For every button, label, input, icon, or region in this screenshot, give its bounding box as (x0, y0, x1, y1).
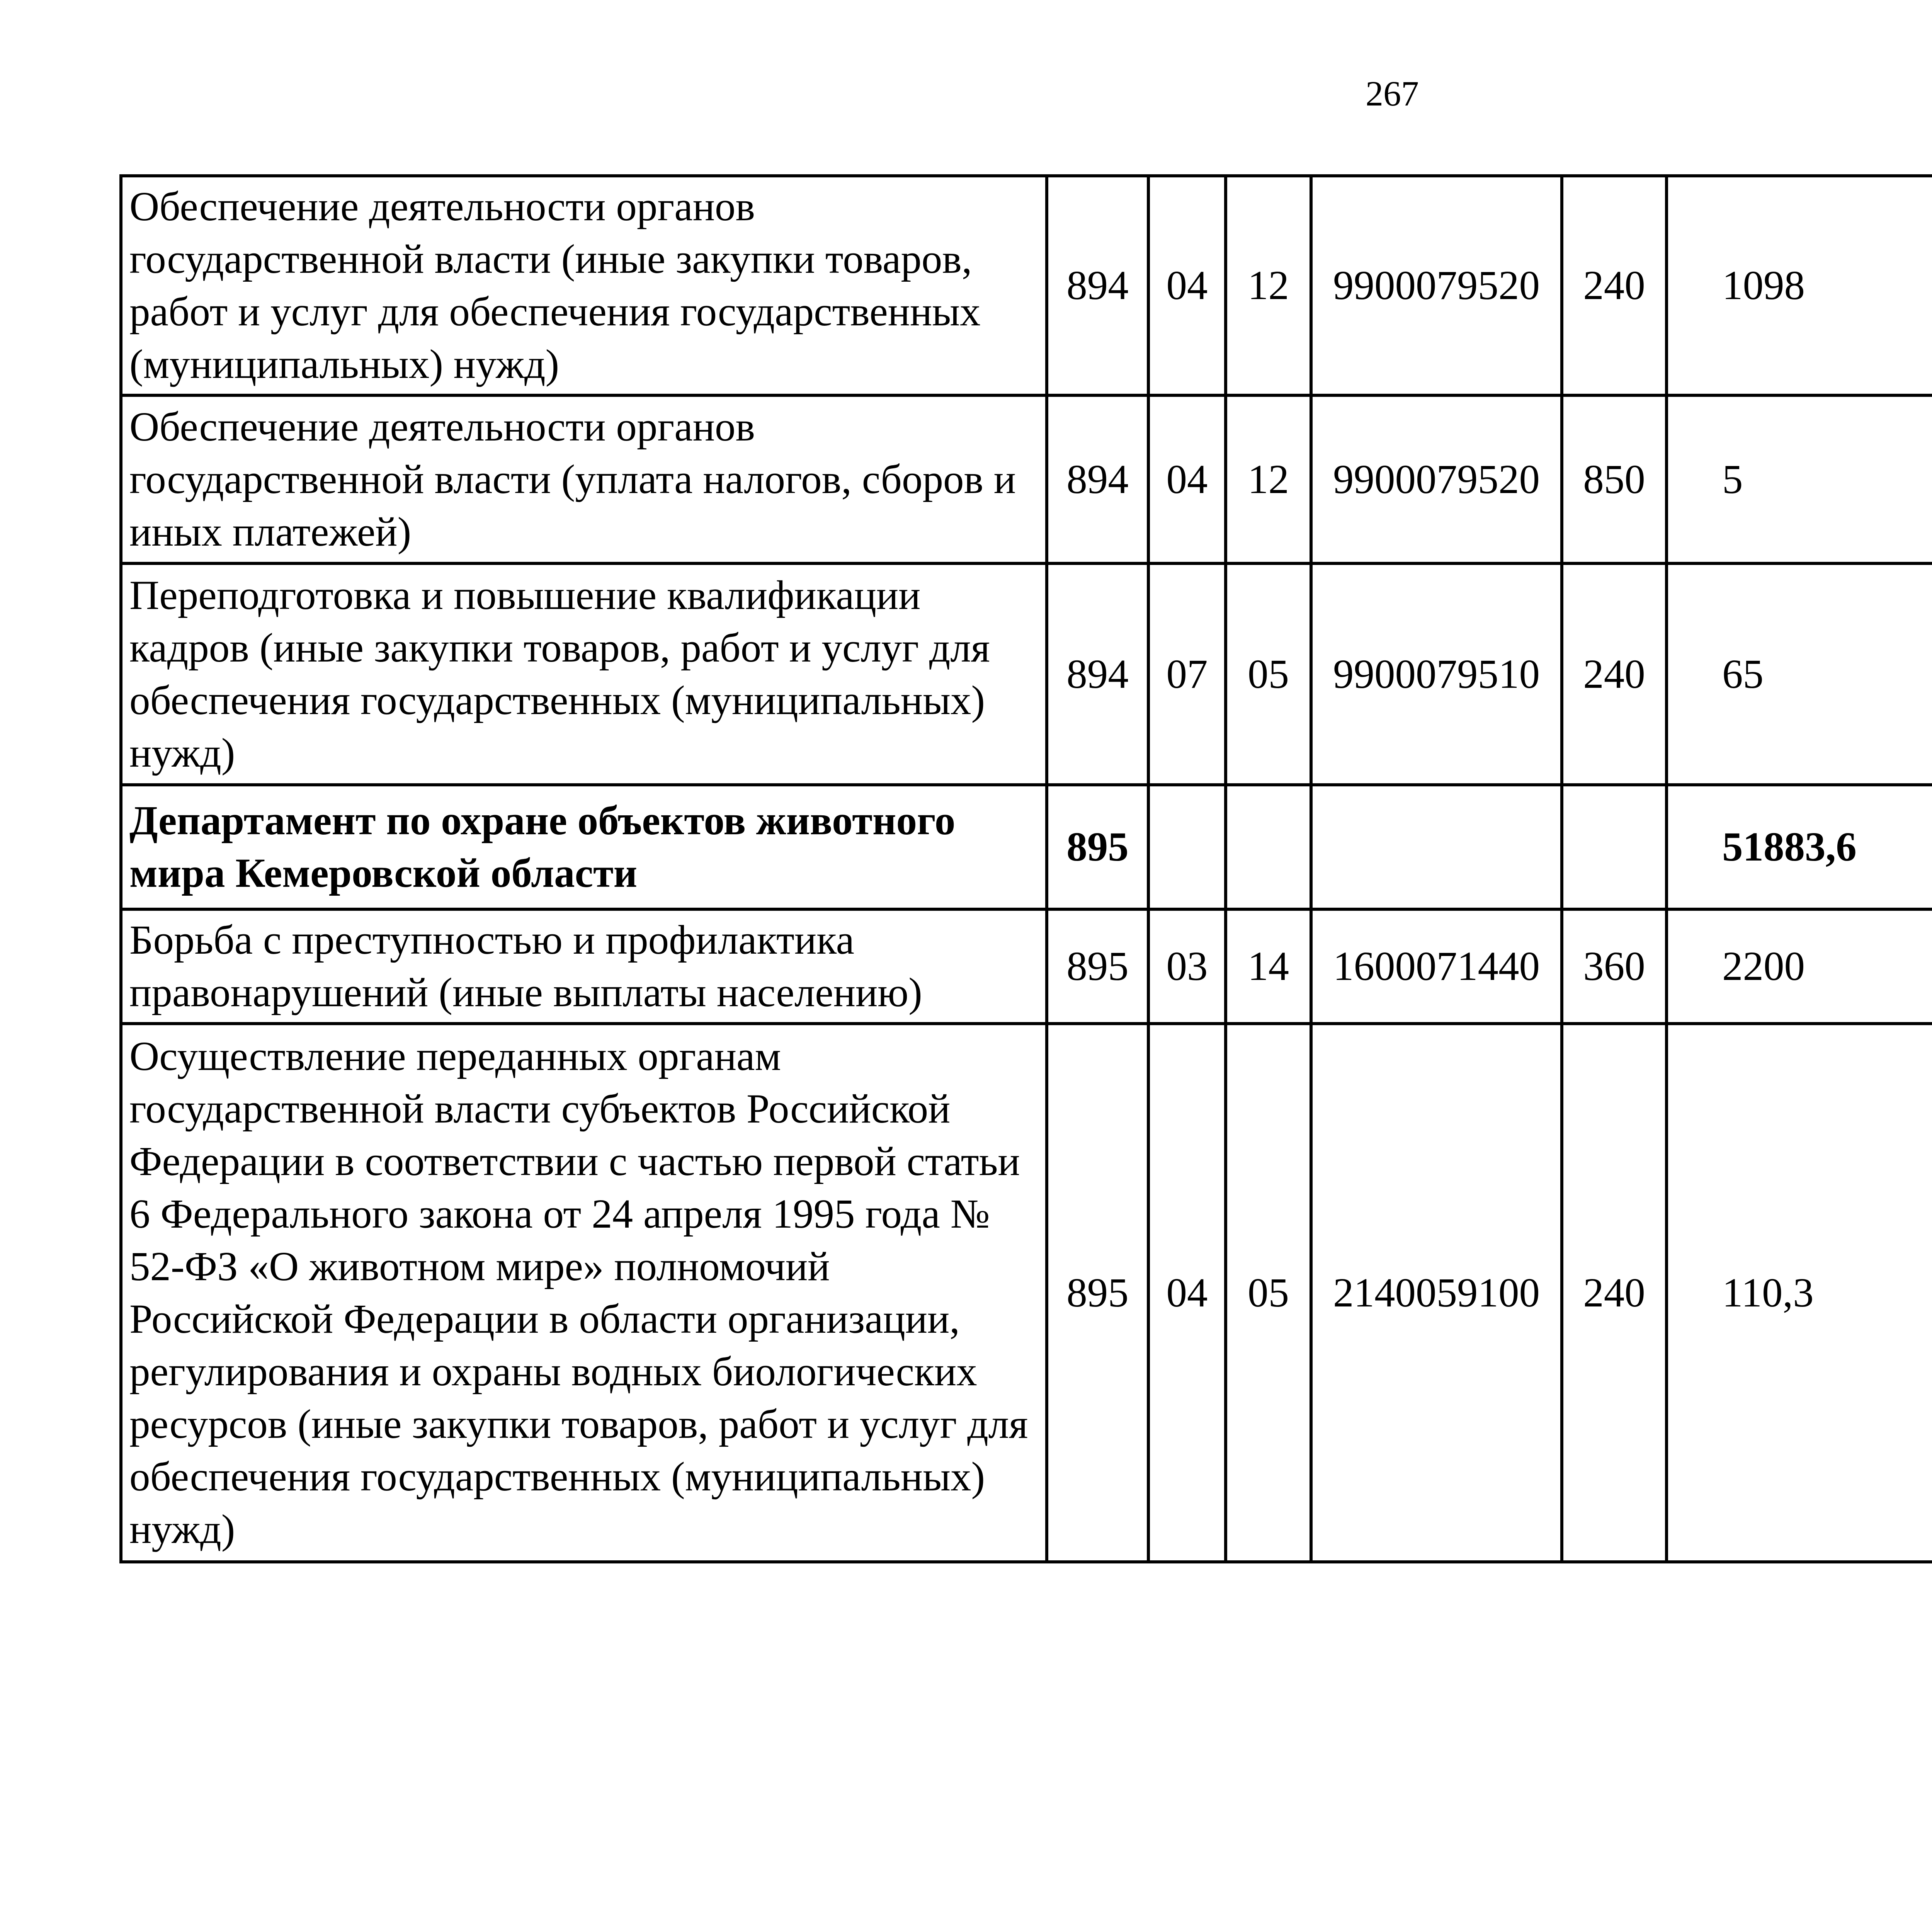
target-code: 9900079510 (1311, 563, 1562, 785)
ministry-code: 894 (1047, 176, 1148, 395)
table-row (121, 176, 1932, 395)
ministry-code: 895 (1047, 909, 1148, 1024)
subsection-code: 14 (1226, 909, 1311, 1024)
row-name: Департамент по охране объектов животного мира Кемеровской области (121, 785, 1047, 909)
target-code: 9900079520 (1311, 395, 1562, 563)
expense-type-code: 240 (1562, 176, 1667, 395)
ministry-code: 895 (1047, 785, 1148, 909)
amount-year-1: 51883,6 (1667, 785, 1932, 909)
amount-year-1: 110,3 (1667, 1024, 1932, 1562)
section-code: 03 (1148, 909, 1226, 1024)
row-name: Обеспечение деятельности органов государственной власти (уплата налогов, сборов и иных платежей) (121, 395, 1047, 563)
ministry-code: 894 (1047, 563, 1148, 785)
subsection-code: 05 (1226, 563, 1311, 785)
section-code: 04 (1148, 395, 1226, 563)
expense-type-code: 360 (1562, 909, 1667, 1024)
target-code (1311, 785, 1562, 909)
section-code: 04 (1148, 176, 1226, 395)
page-number: 267 (1366, 74, 1419, 113)
row-name: Переподготовка и повышение квалификации кадров (иные закупки товаров, работ и услуг для обеспечения государственных (муниципальных) нужд) (121, 563, 1047, 785)
ministry-code: 895 (1047, 1024, 1148, 1562)
section-code: 07 (1148, 563, 1226, 785)
target-code: 1600071440 (1311, 909, 1562, 1024)
table-body (121, 176, 1932, 1562)
subsection-code: 12 (1226, 176, 1311, 395)
table-row (121, 395, 1932, 563)
row-name: Осуществление переданных органам государственной власти субъектов Российской Федерации в соответствии с частью первой статьи 6 Федерального закона от 24 апреля 1995 года № 52-ФЗ «О животном мире» полномочий Российской Федерации в области организации, регулирования и охраны водных биологических ресурсов (иные закупки товаров, работ и услуг для обеспечения государственных (муниципальных) нужд) (121, 1024, 1047, 1562)
expense-type-code: 240 (1562, 563, 1667, 785)
table-row (121, 563, 1932, 785)
amount-year-1: 5 (1667, 395, 1932, 563)
row-name: Борьба с преступностью и профилактика правонарушений (иные выплаты населению) (121, 909, 1047, 1024)
subsection-code: 12 (1226, 395, 1311, 563)
table-row (121, 909, 1932, 1024)
expense-type-code (1562, 785, 1667, 909)
subsection-code (1226, 785, 1311, 909)
target-code: 9900079520 (1311, 176, 1562, 395)
subsection-code: 05 (1226, 1024, 1311, 1562)
section-code (1148, 785, 1226, 909)
ministry-code: 894 (1047, 395, 1148, 563)
table-row (121, 1024, 1932, 1562)
amount-year-1: 1098 (1667, 176, 1932, 395)
expense-type-code: 240 (1562, 1024, 1667, 1562)
section-code: 04 (1148, 1024, 1226, 1562)
target-code: 2140059100 (1311, 1024, 1562, 1562)
amount-year-1: 2200 (1667, 909, 1932, 1024)
amount-year-1: 65 (1667, 563, 1932, 785)
row-name: Обеспечение деятельности органов государственной власти (иные закупки товаров, работ и услуг для обеспечения государственных (муниципальных) нужд) (121, 176, 1047, 395)
budget-table (119, 174, 1932, 1563)
expense-type-code: 850 (1562, 395, 1667, 563)
table-row (121, 785, 1932, 909)
